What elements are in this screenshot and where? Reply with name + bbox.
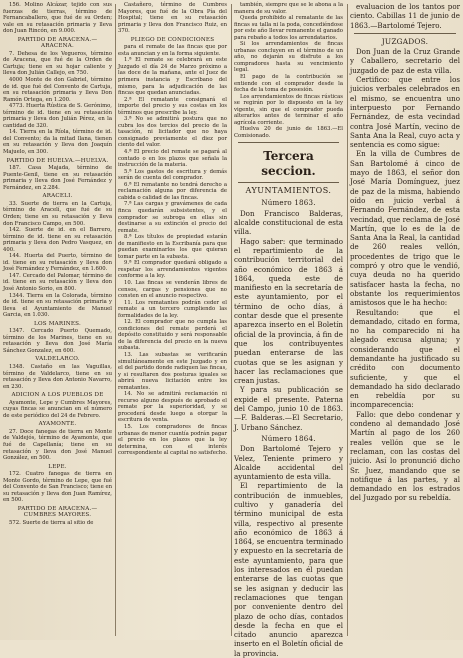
paragraph: 9.ª El comprador quedará obligado a respetar los arrendamientos vigentes conforme a la ley. xyxy=(118,260,227,280)
section-heading: JUZGADOS. xyxy=(381,36,429,46)
divider xyxy=(238,182,339,183)
paragraph: 14. No se admitirá reclamación ni recurso alguno después de aprobado el remate por la superioridad, y se procederá desde luego a otorgar la escritura de venta. xyxy=(118,391,227,424)
paragraph: Fallo: que debo condenar y condeno al demandado José Martín al pago de los 260 reales vellón que se le reclaman, con las costas del juicio. Así lo pronunció dicho Sr. Juez, mandando que se notifique á las partes, y al demandado en los estrados del Juzgado por su rebeldía. xyxy=(350,409,460,503)
section-heading: ADICION A LOS PUEBLOS DE xyxy=(11,392,104,399)
section-heading: LOS MARINES. xyxy=(34,320,81,327)
paragraph: 1347. Cercado Puerto Quemado, término de los Marines, tiene en su retasación y lleva don José María Sánchez Gonzalez, en 600. xyxy=(3,328,112,354)
paragraph: Ayamonte, Lepe y Cumbres Mayores, cuyas fincas se anuncian en el número de este periódico del 24 de Febrero. xyxy=(3,399,112,419)
paragraph: evaluacion de los tantos por ciento. Cabillas 11 de junio de 1863.—Bartolomé Tejero. xyxy=(350,2,460,30)
paragraph: 572. Suerte de tierra al sitio de xyxy=(9,520,94,527)
paragraph: 7.ª Las cargas y gravámenes de cada finca quedarán subsistentes, y el comprador se subroga en ellas sin destinarse a su extinción el precio del remate. xyxy=(118,201,227,234)
paragraph: 6.ª El rematante no tendrá derecho a reclamación alguna por diferencia de cabida o calidad de las fincas. xyxy=(118,181,227,201)
paragraph: Resultando: que el demandado, citado en forma, no ha comparecido ni ha alegado excusa alguna; y considerando que el demandante ha justificado su crédito con documento suficiente, y que el demandado ha sido declarado en rebeldía por su incomparecencia: xyxy=(350,307,460,410)
paragraph: 14. Tierra en la Ríola, término de id. del Convento; da la mitad llana, tienen en su retasación y lleva don Joaquín Majuelo, en 300. xyxy=(3,129,112,156)
paragraph: para el remate de las fincas que por esta anuncian y en la forma siguiente. xyxy=(118,44,227,57)
paragraph: 156. Molino Alcázar, tejido con sus fuerzas de tierras, término de Fernancaballero, que fué de su Orden; vale en su retasación primaria y lleva don Juan Rincón, en 9.000. xyxy=(3,2,112,35)
section-heading: AYUNTAMIENTOS. xyxy=(245,186,332,196)
section-heading: LEPE. xyxy=(48,463,67,470)
paragraph: Don Francisco Balderas, alcalde constitucional de esta villa. xyxy=(234,208,343,237)
paragraph: 27. Doce fanegas de tierra en Monte de Valdejós, término de Ayamonte, que fué de Capellanía; tiene en su retasación y lleva don José Manuel González, en 500. xyxy=(3,428,112,462)
column-3 xyxy=(234,2,343,658)
section-heading: PARTIDO DE HUELVA.—HUELVA. xyxy=(6,157,109,164)
paragraph: Y para su publicación se expide el presente. Paterna del Campo, junio 10 de 1863.—F. Balderas.—El Secretario, J. Urbano Sánchez. xyxy=(234,385,343,432)
paragraph: 11. Los rematantes podrán ceder el remate a un tercero cumpliendo las formalidades de la ley. xyxy=(118,299,227,319)
paragraph: 187. Casa Majada, término de Puente-Genil, tiene en su retasación primaria y lleva don José Fernández y Fernández, en 2.284. xyxy=(3,165,112,191)
paragraph: 147. Cercado del Palomar, término de id. tiene en su retasación y lleva don José Antonio Sorio, en 800. xyxy=(3,272,112,292)
paragraph: 142. Suerte de id. en el Barrero, término de id. tiene en su retasación primaria y lleva don Pedro Vasquez, en 400. xyxy=(3,227,112,253)
paragraph: 172. Cuatro fanegas de tierra en Monte Gordo, término de Lepe, que fué del Convento de San Francisco; tiene en su retasación y lleva don Juan Ramírez, en 500. xyxy=(3,471,112,504)
notice-number: Número 1863. xyxy=(261,198,316,208)
paragraph: 1348. Castaño en las Vaguillas, término de Valdelarco, tiene en su retasación y lleva don Antonio Navarro, en 230. xyxy=(3,363,112,390)
section-heading: PARTIDO DE ARACENA.—CUMBRES MAYORES. xyxy=(17,505,98,519)
paragraph: 144. Huerta del Puerto, término de id. tiene en su retasación y lleva don José Fernández y Fernández, en 1.600. xyxy=(3,253,112,273)
column-rule xyxy=(347,4,348,636)
column-4 xyxy=(350,2,460,638)
section-heading: VALDELARCO. xyxy=(35,356,80,363)
paragraph: 4.ª El precio del remate se pagará al contado o en los plazos que señala la instrucción de la materia. xyxy=(118,149,227,169)
paragraph: 10. Las fincas se venderán libres de censos, cargas y pensiones que no consten en el anuncio respectivo. xyxy=(118,279,227,300)
paragraph: 4000 Monte de don Gabriel, término de id. que fué del Convento de Cartuja, en su retasación primaria y lleva Don Ramón Ortega, en 1.200. xyxy=(3,77,112,103)
paragraph: Certifico: que entre los juicios verbales celebrados en el mismo, se encuentra uno interpuesto por Fernando Fernández, de esta vecindad contra José Martín, vecino de Santa Ana la Real, cuyo acta y sentencia es como sigue: xyxy=(350,75,460,150)
paragraph: Don Bartolomé Tejero y Velez, Teniente primero y Alcalde accidental del ayuntamiento de esta villa. xyxy=(234,444,343,482)
notice-number: Número 1864. xyxy=(261,433,316,443)
section-heading: ARACELI. xyxy=(42,193,73,200)
paragraph: también, siempre que se le abona a la manera de su valor. xyxy=(234,2,343,15)
paragraph: 3.ª No se admitirá postura que no cubra los dos tercios del precio de la tasación, ni licitador que no haya consignado previamente el diez por ciento del valor. xyxy=(118,116,227,149)
paragraph: 15. Los compradores de fincas urbanas de menor cuantía podrán pagar el precio en los plazos que la ley determina, con el interés correspondiente al capital no satisfecho. xyxy=(118,424,228,457)
paragraph: Hago saber: que terminado el repartimiento de la contribución territorial del año económico de 1863 á 1864, queda este de manifiesto en la secretaría de este ayuntamiento, por el término de ocho días, á contar desde que el presente aparezca inserto en el Boletín oficial de la provincia, á fin de que los contribuyentes puedan enterarse de las cuotas que se les asignan y hacer las reclamaciones que crean justas. xyxy=(234,236,343,386)
column-rule xyxy=(231,4,232,636)
paragraph: En la villa de Cumbres de San Bartolomé á cinco de mayo de 1863, el señor don José María Domínguez, juez de paz de la misma, habiendo oído en juicio verbal á Fernando Fernández, de esta vecindad, que reclama de José Martín, que lo es de la de Santa Ana la Real, la cantidad de 260 reales vellón, procedentes de trigo que le compró y otro que le vendió, cuya deuda no ha querido satisfacer hasta la fecha, no obstante los requerimientos amistosos que le ha hecho: xyxy=(350,149,460,308)
paragraph: 13. Las subastas se verificarán simultáneamente en este Juzgado y en el del partido donde radiquen las fincas, y si resultaren dos posturas iguales se abrirá nueva licitación entre los rematantes. xyxy=(118,351,227,391)
paragraph: Don Juan de la Cruz Grande y Caballero, secretario del juzgado de paz de esta villa. xyxy=(350,47,460,75)
column-2 xyxy=(118,2,227,638)
paragraph: Castañero, término de Cumbres Mayores, que fué de la Obra Pía del Hospital; tiene en su retasación primaria y lleva don Francisco Ruiz, en 370. xyxy=(118,2,227,35)
section-heading: PARTIDO DE ARACENA.—ARACENA. xyxy=(17,36,98,50)
paragraph: 1.ª El remate se celebrará en este Juzgado el día 24 de Marzo próximo a las doce de la mañana, ante el Juez de primera instancia y Escribano del mismo, para la adjudicación de las fincas que quedan anunciadas. xyxy=(118,57,227,97)
paragraph: 1344. Tierra en la Colorada, término de id. tiene en su retasación primaria y lleva el Ayuntamiento de Manuel Garcia, en 1.030. xyxy=(3,292,112,319)
section-heading: AYAMONTE. xyxy=(38,421,77,428)
paragraph: 4773. Huerta Rústica de S. Gerónimo, término de id. tiene en su retasación primaria y lleva don Julián Pérez, en la cantidad de 320. xyxy=(3,103,112,129)
paragraph: Huelva 20 de junio de 1863.—El Comisionado. xyxy=(234,126,343,139)
paragraph: 33. Suerte de tierra en la Cartuja, término de Aracelí, que fué de su Orden; tiene en su retasación y lleva don Francisco Campo, en 500. xyxy=(3,200,112,227)
section-heading: PLIEGO DE CONDICIONES xyxy=(130,36,215,43)
paragraph: 5.ª Los gastos de escritura y demás serán de cuenta del comprador. xyxy=(118,168,227,182)
paragraph: Queda prohibido al rematante de las fincas su talla ni la poda, concediéndose por este año llevar remanente el ganado para rebaño a todos los arrendatarios. xyxy=(234,15,343,41)
paragraph: 12. El comprador que no cumpla las condiciones del remate perderá el depósito constituido y será responsable de la diferencia del precio en la nueva subasta. xyxy=(118,319,227,352)
paragraph: El repartimiento de la contribución de inmuebles, cultivo y ganadería del término municipal de esta villa, respectivo al presente año económico de 1863 á 1864, se encuentra terminado y expuesto en la secretaría de este ayuntamiento, para que los interesados en él puedan enterarse de las cuotas que se les asignan y deducir las reclamaciones que tengan por conveniente dentro del plazo de ocho días, contados desde la fecha en que el citado anuncio aparezca inserto en el Boletín oficial de la provincia. xyxy=(234,481,343,658)
section-title: Tercera seccion. xyxy=(261,149,316,179)
column-1 xyxy=(3,2,112,638)
paragraph: Los arrendamientos de fincas rústicas se regirán por lo dispuesto en la ley vigente, sin que el comprador pueda alterarlos antes de terminar el año agrícola corriente. xyxy=(234,93,343,126)
paragraph: 8.ª Los títulos de propiedad estarán de manifiesto en la Escribanía para que puedan examinarlos los que quieran tomar parte en la subasta. xyxy=(118,234,227,260)
paragraph: 2.ª El rematante consignará el importe del precio y sus costas en los términos que prescribe la ley. xyxy=(118,96,227,116)
paragraph: El pago de la contribución se entiende con el comprador desde la fecha de la toma de posesión. xyxy=(234,74,343,94)
column-rule xyxy=(115,4,116,636)
paragraph: 7. Dehesa de los Vegueros, término de Aracena, que fué de la Orden de Cartuja; tiene en su hojar caliente y lleva don Julián Callejo, en 750. xyxy=(3,50,112,77)
paragraph: Si los arrendamientos de fincas urbanas concluyen en el término de un año, no dejarán su disfrute a los compradores hasta su vencimiento legal. xyxy=(234,41,343,74)
divider xyxy=(238,142,339,143)
divider xyxy=(354,33,456,34)
